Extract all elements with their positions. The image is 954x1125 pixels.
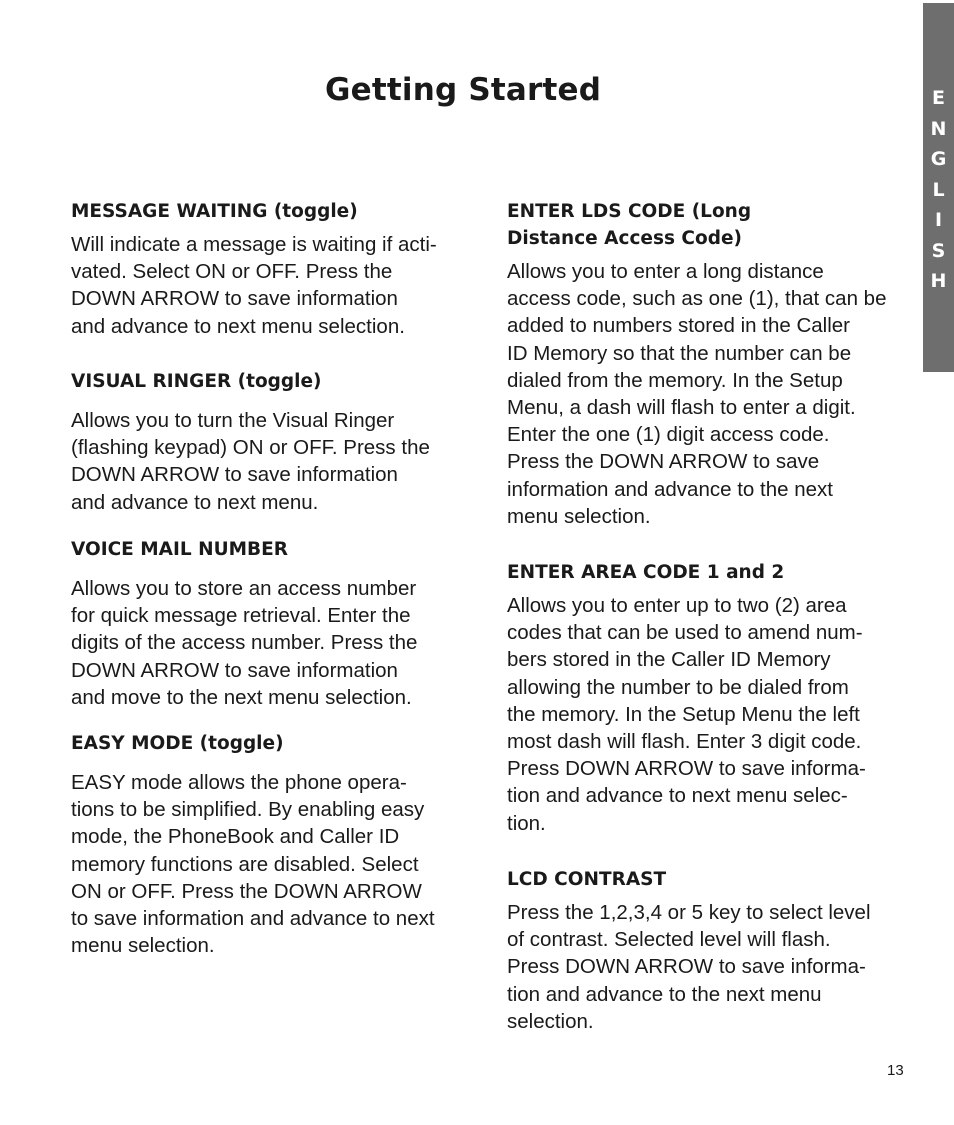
body-line: digits of the access number. Press the (71, 631, 418, 655)
language-tab-letter: E (932, 87, 945, 109)
body-line: ON or OFF. Press the DOWN ARROW (71, 879, 422, 903)
body-line: selection. (507, 1009, 594, 1033)
body-line: information and advance to the next (507, 477, 833, 501)
body-line: DOWN ARROW to save information (71, 658, 398, 682)
body-line: for quick message retrieval. Enter the (71, 604, 411, 628)
section-body (507, 258, 886, 530)
language-tab-letter: L (932, 179, 945, 201)
language-tab-letter: S (931, 240, 946, 262)
section-heading: LCD CONTRAST (507, 869, 667, 890)
body-line: DOWN ARROW to save information (71, 287, 398, 311)
body-line: Allows you to enter a long distance (507, 260, 824, 283)
section-body (71, 231, 437, 340)
body-line: Press DOWN ARROW to save informa- (507, 955, 866, 979)
body-line: mode, the PhoneBook and Caller ID (71, 825, 400, 849)
body-line: and advance to next menu selection. (71, 314, 405, 338)
body-line: codes that can be used to amend num- (507, 621, 863, 645)
body-line: Press DOWN ARROW to save informa- (507, 757, 866, 781)
language-tab-letter: N (930, 118, 947, 140)
section-body (71, 407, 430, 516)
body-line: of contrast. Selected level will flash. (507, 928, 831, 952)
section-heading (507, 198, 886, 252)
heading-line: Distance Access Code) (507, 228, 742, 249)
section-body (71, 575, 417, 711)
body-line: to save information and advance to next (71, 907, 435, 931)
body-line: ID Memory so that the number can be (507, 341, 852, 365)
body-line: vated. Select ON or OFF. Press the (71, 260, 393, 284)
section-voice-mail-number (71, 536, 417, 711)
language-tab-letter: I (934, 209, 943, 231)
body-line: allowing the number to be dialed from (507, 675, 849, 699)
section-body (71, 769, 435, 959)
section-visual-ringer (71, 368, 430, 516)
body-line: menu selection. (507, 504, 651, 528)
body-line: bers stored in the Caller ID Memory (507, 648, 831, 672)
body-line: dialed from the memory. In the Setup (507, 368, 843, 392)
body-line: menu selection. (71, 934, 215, 958)
body-line: and move to the next menu selection. (71, 685, 412, 709)
body-line: DOWN ARROW to save information (71, 463, 398, 487)
body-line: the memory. In the Setup Menu the left (507, 702, 860, 726)
body-line: tion and advance to next menu selec- (507, 784, 848, 808)
page-number: 13 (887, 1062, 904, 1079)
body-line: Allows you to enter up to two (2) area (507, 594, 847, 617)
body-line: Allows you to store an access number (71, 577, 417, 600)
language-tab (923, 3, 954, 372)
body-line: access code, such as one (1), that can be (507, 287, 887, 311)
section-message-waiting (71, 198, 437, 340)
body-line: memory functions are disabled. Select (71, 852, 419, 876)
body-line: Press the DOWN ARROW to save (507, 450, 820, 474)
language-tab-letter: H (930, 270, 947, 292)
body-line: Menu, a dash will flash to enter a digit. (507, 396, 856, 420)
body-line: tion. (507, 811, 546, 835)
section-heading: MESSAGE WAITING (toggle) (71, 201, 358, 222)
body-line: and advance to next menu. (71, 490, 319, 514)
section-heading: EASY MODE (toggle) (71, 733, 284, 754)
body-line: added to numbers stored in the Caller (507, 314, 851, 338)
body-line: Enter the one (1) digit access code. (507, 423, 830, 447)
body-line: Will indicate a message is waiting if acti- (71, 233, 437, 256)
section-body (507, 899, 871, 1035)
section-lcd-contrast (507, 866, 871, 1035)
section-easy-mode (71, 730, 435, 959)
section-heading: ENTER AREA CODE 1 and 2 (507, 562, 785, 583)
section-enter-lds-code (507, 198, 886, 530)
heading-line: ENTER LDS CODE (Long (507, 201, 752, 222)
body-line: EASY mode allows the phone opera- (71, 771, 407, 794)
body-line: tion and advance to the next menu (507, 982, 822, 1006)
body-line: tions to be simplified. By enabling easy (71, 798, 425, 822)
body-line: Allows you to turn the Visual Ringer (71, 409, 395, 432)
language-tab-letter: G (930, 148, 947, 170)
section-heading: VISUAL RINGER (toggle) (71, 371, 322, 392)
body-line: Press the 1,2,3,4 or 5 key to select level (507, 901, 871, 924)
section-enter-area-code (507, 559, 866, 837)
body-line: (flashing keypad) ON or OFF. Press the (71, 436, 430, 460)
section-body (507, 592, 866, 837)
section-heading: VOICE MAIL NUMBER (71, 539, 288, 560)
page-title: Getting Started (325, 72, 602, 108)
body-line: most dash will flash. Enter 3 digit code. (507, 730, 862, 754)
